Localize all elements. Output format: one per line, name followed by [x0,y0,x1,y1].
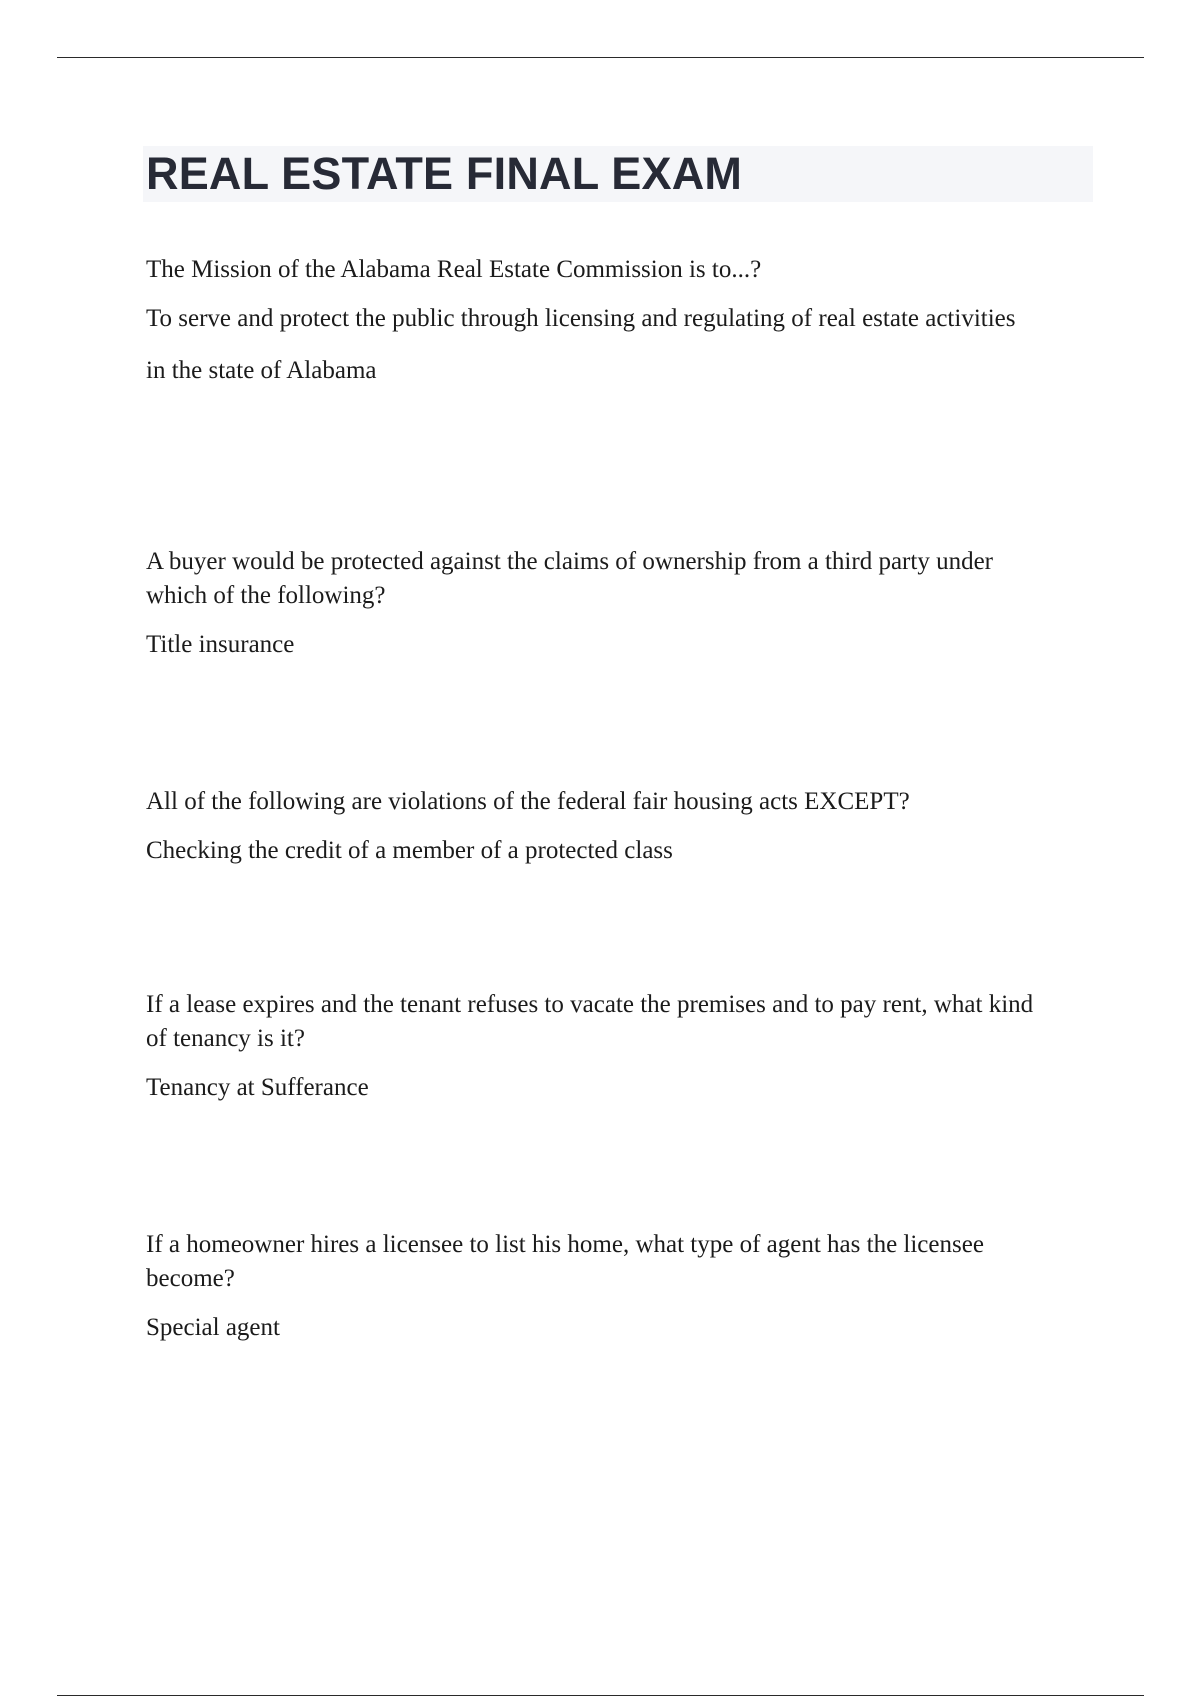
answer-text-continued: in the state of Alabama [146,357,377,384]
question-text: If a homeowner hires a licensee to list his home, what type of agent has the licensee become? [146,1231,984,1292]
qa-item [146,545,1056,662]
answer-text: Tenancy at Sufferance [146,1074,369,1101]
bottom-rule [57,1695,1144,1696]
answer-text: To serve and protect the public through licensing and regulating of real estate activities [146,305,1016,332]
qa-item [146,988,1056,1105]
question-text: If a lease expires and the tenant refuses to vacate the premises and to pay rent, what kind of tenancy is it? [146,991,1034,1052]
page-title: REAL ESTATE FINAL EXAM [146,148,743,199]
qa-item [146,785,1056,868]
question-text: The Mission of the Alabama Real Estate Commission is to...? [146,256,762,283]
answer-text: Title insurance [146,631,295,658]
qa-item [146,1228,1056,1345]
question-text: A buyer would be protected against the claims of ownership from a third party under which of the following? [146,548,993,609]
qa-item [146,253,1056,388]
top-rule [57,57,1144,58]
answer-text: Checking the credit of a member of a protected class [146,837,673,864]
answer-text: Special agent [146,1314,280,1341]
question-text: All of the following are violations of the federal fair housing acts EXCEPT? [146,788,910,815]
